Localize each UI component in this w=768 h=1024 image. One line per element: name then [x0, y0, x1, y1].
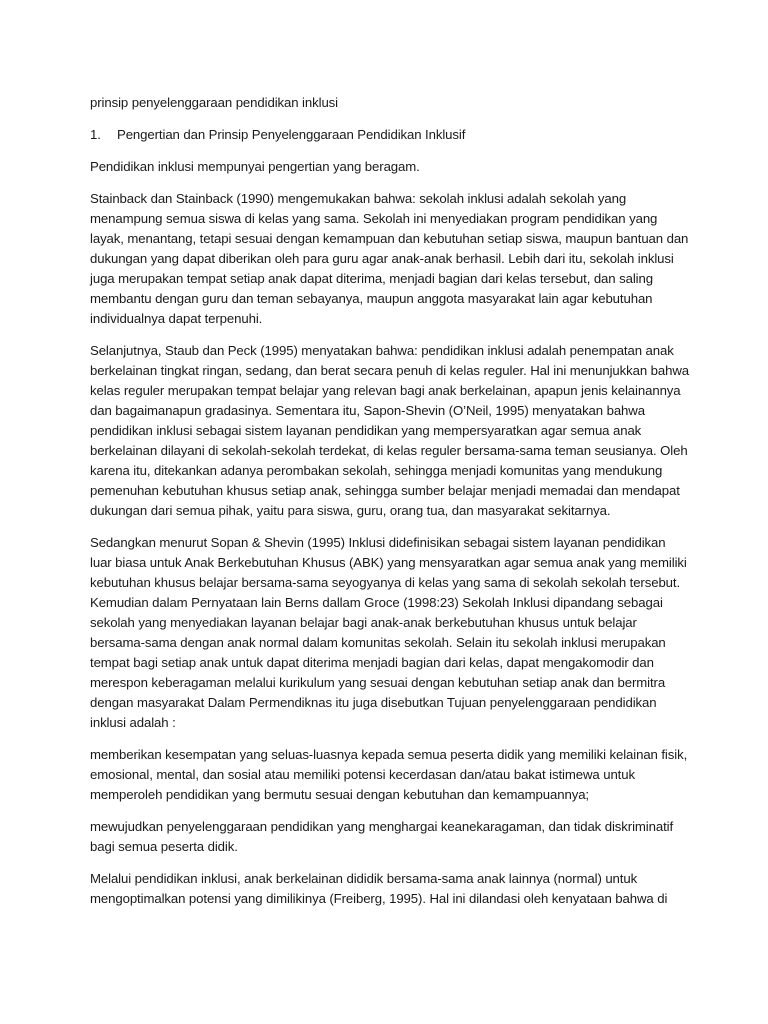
document-title: prinsip penyelenggaraan pendidikan inklusi — [90, 95, 339, 110]
paragraph: Sedangkan menurut Sopan & Shevin (1995) Inklusi didefinisikan sebagai sistem layanan pendidikan luar biasa untuk Anak Berkebutuhan Khusus (ABK) yang mensyaratkan agar semua anak yang memiliki kebutuhan khusus belajar bersama-sama seyogyanya di kelas yang sama di sekolah sekolah tersebut. Kemudian dalam Pernyataan lain Berns dallam Groce (1998:23) Sekolah Inklusi dipandang sebagai sekolah yang menyediakan layanan belajar bagi anak-anak berkebutuhan khusus untuk belajar bersama-sama dengan anak normal dalam komunitas sekolah. Selain itu sekolah inklusi merupakan tempat bagi setiap anak untuk dapat diterima menjadi bagian dari kelas, dapat mengakomodir dan merespon keberagaman melalui kurikulum yang sesuai dengan kebutuhan setiap anak dan bermitra dengan masyarakat Dalam Permendiknas itu juga disebutkan Tujuan penyelenggaraan pendidikan inklusi adalah : — [90, 535, 687, 730]
section-heading — [90, 125, 690, 145]
section-heading-text: Pengertian dan Prinsip Penyelenggaraan Pendidikan Inklusif — [117, 127, 466, 142]
paragraph: Stainback dan Stainback (1990) mengemukakan bahwa: sekolah inklusi adalah sekolah yang menampung semua siswa di kelas yang sama. Sekolah ini menyediakan program pendidikan yang layak, menantang, tetapi sesuai dengan kemampuan dan kebutuhan setiap siswa, maupun bantuan dan dukungan yang dapat diberikan oleh para guru agar anak-anak berhasil. Lebih dari itu, sekolah inklusi juga merupakan tempat setiap anak dapat diterima, menjadi bagian dari kelas tersebut, dan saling membantu dengan guru dan teman sebayanya, maupun anggota masyarakat lain agar kebutuhan individualnya dapat terpenuhi. — [90, 191, 689, 326]
document-page — [90, 93, 690, 921]
paragraph: Melalui pendidikan inklusi, anak berkelainan dididik bersama-sama anak lainnya (normal) untuk mengoptimalkan potensi yang dimilikinya (Freiberg, 1995). Hal ini dilandasi oleh kenyataan bahwa di — [90, 871, 668, 906]
paragraph: mewujudkan penyelenggaraan pendidikan yang menghargai keanekaragaman, dan tidak diskriminatif bagi semua peserta didik. — [90, 819, 674, 854]
paragraph: Pendidikan inklusi mempunyai pengertian yang beragam. — [90, 159, 420, 174]
paragraph: Selanjutnya, Staub dan Peck (1995) menyatakan bahwa: pendidikan inklusi adalah penempatan anak berkelainan tingkat ringan, sedang, dan berat secara penuh di kelas reguler. Hal ini menunjukkan bahwa kelas reguler merupakan tempat belajar yang relevan bagi anak berkelainan, apapun jenis kelainannya dan bagaimanapun gradasinya. Sementara itu, Sapon-Shevin (O’Neil, 1995) menyatakan bahwa pendidikan inklusi sebagai sistem layanan pendidikan yang mempersyaratkan agar semua anak berkelainan dilayani di sekolah-sekolah terdekat, di kelas reguler bersama-sama teman seusianya. Oleh karena itu, ditekankan adanya perombakan sekolah, sehingga menjadi komunitas yang mendukung pemenuhan kebutuhan khusus setiap anak, sehingga sumber belajar menjadi memadai dan mendapat dukungan dari semua pihak, yaitu para siswa, guru, orang tua, dan masyarakat sekitarnya. — [90, 343, 690, 518]
section-number: 1. — [90, 127, 101, 142]
paragraph: memberikan kesempatan yang seluas-luasnya kepada semua peserta didik yang memiliki kelainan fisik, emosional, mental, dan sosial atau memiliki potensi kecerdasan dan/atau bakat istimewa untuk memperoleh pendidikan yang bermutu sesuai dengan kebutuhan dan kemampuannya; — [90, 747, 688, 802]
